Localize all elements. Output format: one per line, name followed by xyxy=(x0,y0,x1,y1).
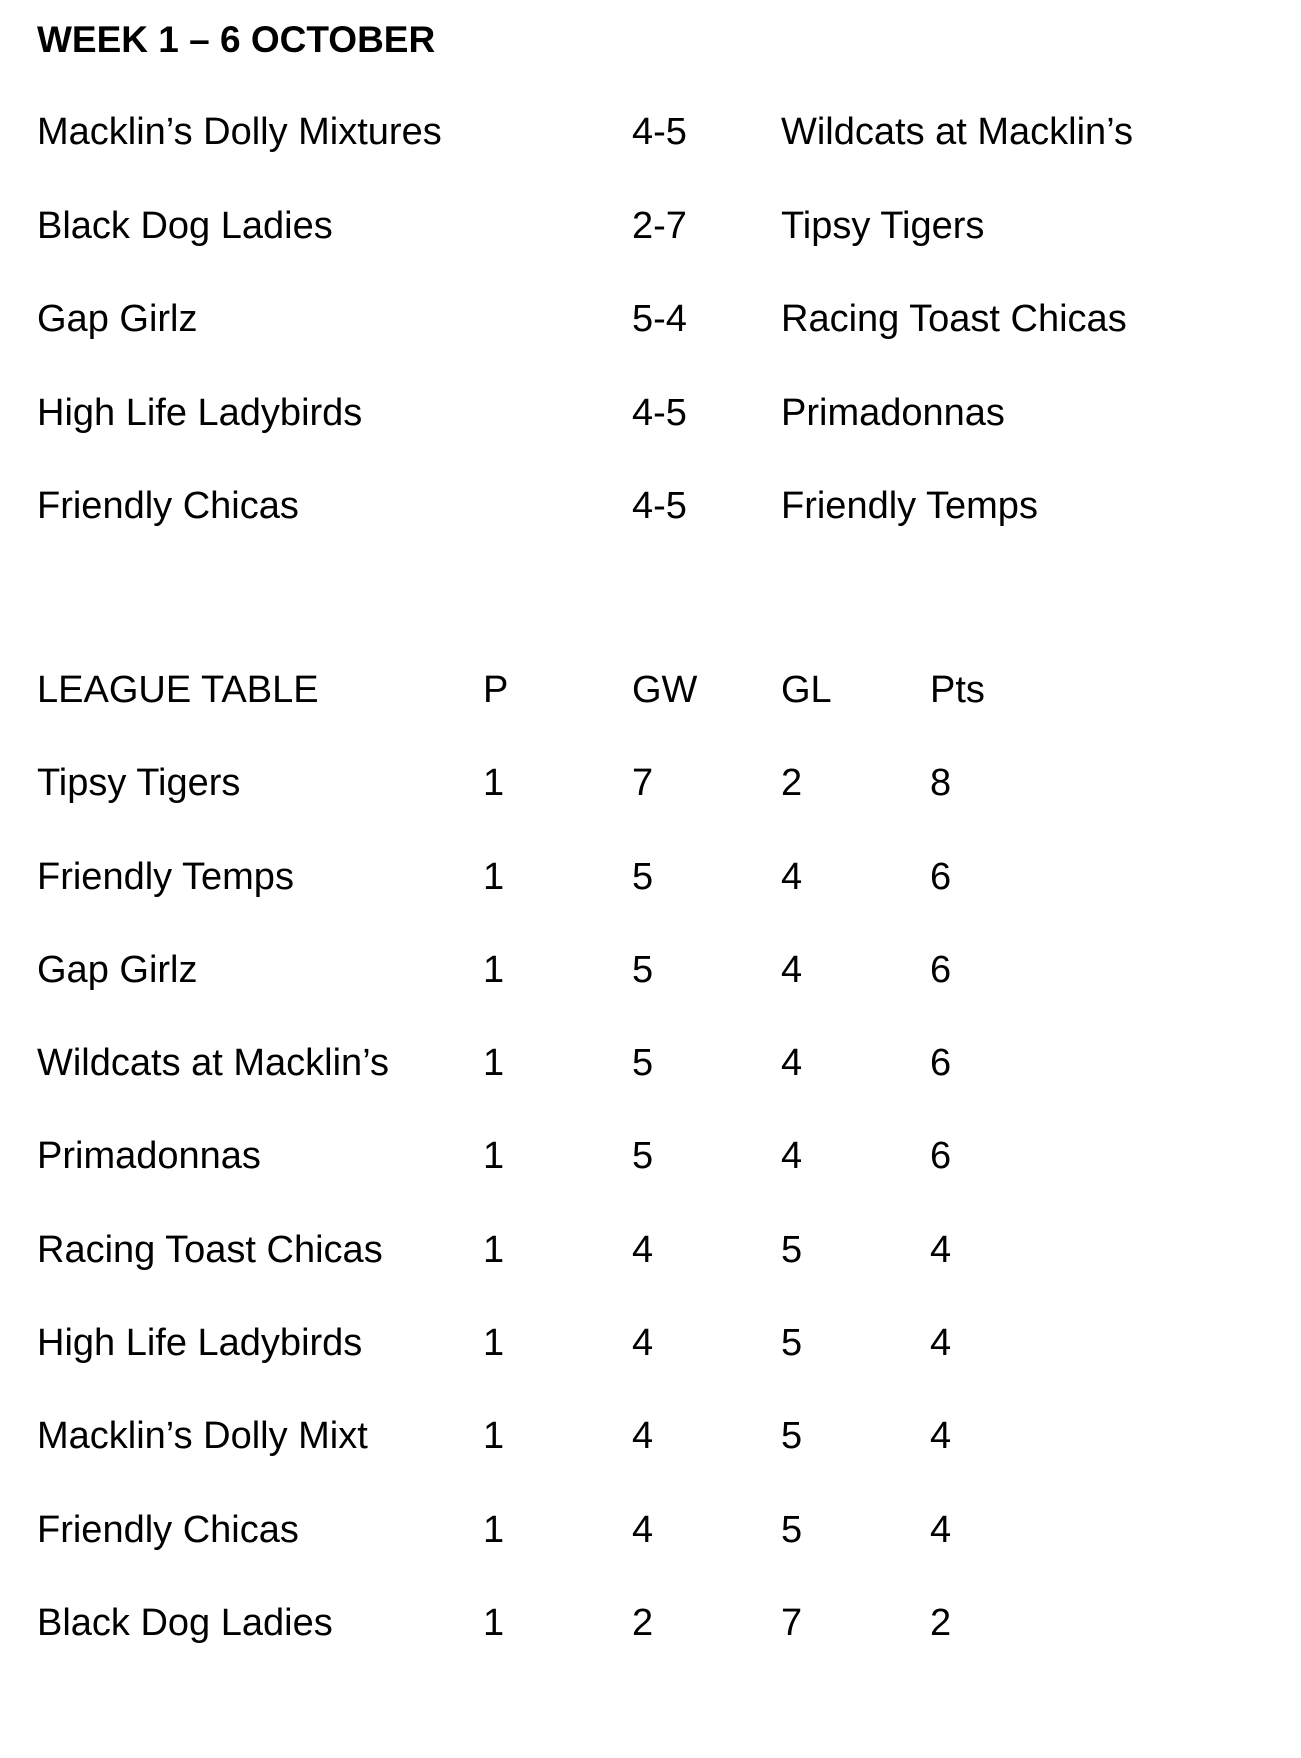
points-value: 4 xyxy=(930,1228,952,1271)
table-row xyxy=(0,851,1301,944)
played-value: 1 xyxy=(483,1322,505,1365)
match-score: 2-7 xyxy=(632,204,687,247)
played-value: 1 xyxy=(483,1601,505,1644)
points-value: 6 xyxy=(930,1135,952,1178)
team-name: Gap Girlz xyxy=(37,948,198,991)
team-name: Racing Toast Chicas xyxy=(37,1228,383,1271)
result-row xyxy=(0,387,1301,481)
results-list xyxy=(0,106,1301,574)
games-won-value: 5 xyxy=(632,1042,654,1085)
played-value: 1 xyxy=(483,948,505,991)
games-lost-value: 5 xyxy=(781,1322,803,1365)
home-team: Gap Girlz xyxy=(37,298,198,340)
header-games-won: GW xyxy=(632,669,698,711)
games-won-value: 5 xyxy=(632,855,654,898)
league-table-header xyxy=(0,664,1301,757)
team-name: Tipsy Tigers xyxy=(37,762,241,805)
header-team: LEAGUE TABLE xyxy=(37,669,319,711)
team-name: Black Dog Ladies xyxy=(37,1601,333,1644)
points-value: 8 xyxy=(930,762,952,805)
games-won-value: 4 xyxy=(632,1228,654,1271)
points-value: 4 xyxy=(930,1322,952,1365)
team-name: Primadonnas xyxy=(37,1135,261,1178)
table-row xyxy=(0,1410,1301,1503)
away-team: Friendly Temps xyxy=(781,485,1038,527)
header-points: Pts xyxy=(930,669,985,711)
home-team: Macklin’s Dolly Mixtures xyxy=(37,111,442,153)
games-won-value: 4 xyxy=(632,1508,654,1551)
away-team: Tipsy Tigers xyxy=(781,204,985,247)
table-row xyxy=(0,757,1301,850)
points-value: 6 xyxy=(930,855,952,898)
points-value: 6 xyxy=(930,1042,952,1085)
played-value: 1 xyxy=(483,855,505,898)
games-lost-value: 5 xyxy=(781,1415,803,1458)
points-value: 2 xyxy=(930,1601,952,1644)
home-team: High Life Ladybirds xyxy=(37,391,363,434)
result-row xyxy=(0,106,1301,200)
games-lost-value: 5 xyxy=(781,1228,803,1271)
league-table xyxy=(0,664,1301,1690)
result-row xyxy=(0,200,1301,294)
away-team: Racing Toast Chicas xyxy=(781,298,1127,340)
match-score: 5-4 xyxy=(632,298,687,340)
games-won-value: 4 xyxy=(632,1322,654,1365)
team-name: Macklin’s Dolly Mixt xyxy=(37,1415,368,1458)
played-value: 1 xyxy=(483,1508,505,1551)
away-team: Wildcats at Macklin’s xyxy=(781,111,1133,153)
games-lost-value: 5 xyxy=(781,1508,803,1551)
match-score: 4-5 xyxy=(632,391,687,434)
table-row xyxy=(0,1224,1301,1317)
games-won-value: 5 xyxy=(632,948,654,991)
team-name: Wildcats at Macklin’s xyxy=(37,1042,389,1085)
games-lost-value: 4 xyxy=(781,1135,803,1178)
match-score: 4-5 xyxy=(632,485,687,527)
played-value: 1 xyxy=(483,1415,505,1458)
games-won-value: 4 xyxy=(632,1415,654,1458)
table-row xyxy=(0,1597,1301,1690)
table-row xyxy=(0,1317,1301,1410)
games-lost-value: 4 xyxy=(781,855,803,898)
team-name: High Life Ladybirds xyxy=(37,1322,363,1365)
played-value: 1 xyxy=(483,1135,505,1178)
games-lost-value: 2 xyxy=(781,762,803,805)
team-name: Friendly Temps xyxy=(37,855,294,898)
games-won-value: 2 xyxy=(632,1601,654,1644)
points-value: 4 xyxy=(930,1508,952,1551)
games-lost-value: 4 xyxy=(781,1042,803,1085)
home-team: Black Dog Ladies xyxy=(37,204,333,247)
page-title: WEEK 1 – 6 OCTOBER xyxy=(37,19,436,60)
match-score: 4-5 xyxy=(632,111,687,153)
games-lost-value: 4 xyxy=(781,948,803,991)
away-team: Primadonnas xyxy=(781,391,1005,434)
played-value: 1 xyxy=(483,1228,505,1271)
team-name: Friendly Chicas xyxy=(37,1508,299,1551)
result-row xyxy=(0,293,1301,387)
points-value: 6 xyxy=(930,948,952,991)
table-row xyxy=(0,1037,1301,1130)
header-games-lost: GL xyxy=(781,669,832,711)
played-value: 1 xyxy=(483,1042,505,1085)
table-row xyxy=(0,944,1301,1037)
games-won-value: 5 xyxy=(632,1135,654,1178)
table-row xyxy=(0,1130,1301,1223)
home-team: Friendly Chicas xyxy=(37,485,299,527)
result-row xyxy=(0,480,1301,574)
games-lost-value: 7 xyxy=(781,1601,803,1644)
games-won-value: 7 xyxy=(632,762,654,805)
table-row xyxy=(0,1504,1301,1597)
played-value: 1 xyxy=(483,762,505,805)
header-played: P xyxy=(483,669,509,711)
points-value: 4 xyxy=(930,1415,952,1458)
